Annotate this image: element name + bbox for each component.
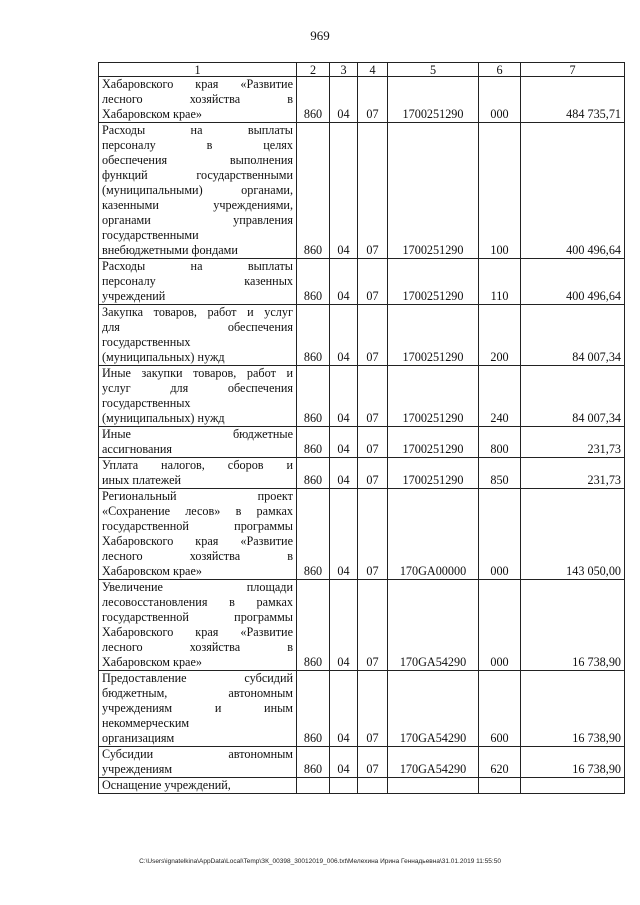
admin-code-cell: 860 (297, 123, 330, 259)
admin-code-cell: 860 (297, 489, 330, 580)
row-description (99, 747, 297, 778)
section-code-cell: 04 (330, 427, 358, 458)
amount-cell: 16 738,90 (521, 747, 625, 778)
expense-type-cell: 000 (479, 489, 521, 580)
description-line: Субсидии автономным (102, 747, 293, 761)
description-line: обеспечения выполнения (102, 153, 293, 167)
description-line: Иные бюджетные (102, 427, 293, 441)
expense-type-cell: 110 (479, 259, 521, 305)
budget-table (98, 62, 625, 794)
description-line: Хабаровском крае» (102, 655, 202, 669)
row-description (99, 778, 297, 794)
description-line: Закупка товаров, работ и услуг (102, 305, 293, 319)
description-line: государственных (102, 396, 191, 410)
row-description (99, 671, 297, 747)
subsection-code-cell: 07 (358, 123, 388, 259)
subsection-code-cell: 07 (358, 77, 388, 123)
column-header-5: 5 (388, 63, 479, 77)
page-number: 969 (310, 28, 330, 43)
subsection-code-cell: 07 (358, 489, 388, 580)
expense-type-cell: 620 (479, 747, 521, 778)
amount-cell: 400 496,64 (521, 259, 625, 305)
column-header-4: 4 (358, 63, 388, 77)
subsection-code-cell: 07 (358, 259, 388, 305)
target-article-cell: 1700251290 (388, 77, 479, 123)
subsection-code-cell: 07 (358, 671, 388, 747)
admin-code-cell: 860 (297, 671, 330, 747)
description-line: услуг для обеспечения (102, 381, 293, 395)
column-header-3: 3 (330, 63, 358, 77)
description-line: казенными учреждениями, (102, 198, 293, 212)
description-line: Увеличение площади (102, 580, 293, 594)
description-line: (муниципальными) органами, (102, 183, 293, 197)
description-line: (муниципальных) нужд (102, 411, 225, 425)
description-line: для обеспечения (102, 320, 293, 334)
table-row (99, 458, 625, 489)
amount-cell: 143 050,00 (521, 489, 625, 580)
target-article-cell (388, 778, 479, 794)
admin-code-cell: 860 (297, 366, 330, 427)
description-line: Иные закупки товаров, работ и (102, 366, 293, 380)
section-code-cell: 04 (330, 580, 358, 671)
subsection-code-cell: 07 (358, 305, 388, 366)
table-row (99, 366, 625, 427)
expense-type-cell: 850 (479, 458, 521, 489)
expense-type-cell: 800 (479, 427, 521, 458)
target-article-cell: 1700251290 (388, 259, 479, 305)
description-line: бюджетным, автономным (102, 686, 293, 700)
amount-cell: 84 007,34 (521, 305, 625, 366)
column-header-2: 2 (297, 63, 330, 77)
description-line: государственных (102, 335, 191, 349)
description-line: Хабаровского края «Развитие (102, 534, 293, 548)
table-row (99, 747, 625, 778)
table-header-row (99, 63, 625, 77)
section-code-cell: 04 (330, 305, 358, 366)
admin-code-cell (297, 778, 330, 794)
description-line: иных платежей (102, 473, 181, 487)
target-article-cell: 1700251290 (388, 123, 479, 259)
row-description (99, 427, 297, 458)
target-article-cell: 1700251290 (388, 427, 479, 458)
section-code-cell: 04 (330, 259, 358, 305)
table-row (99, 778, 625, 794)
table-row (99, 427, 625, 458)
table-row (99, 259, 625, 305)
target-article-cell: 170GA54290 (388, 580, 479, 671)
subsection-code-cell: 07 (358, 580, 388, 671)
table-row (99, 671, 625, 747)
row-description (99, 77, 297, 123)
admin-code-cell: 860 (297, 427, 330, 458)
expense-type-cell: 100 (479, 123, 521, 259)
expense-type-cell: 240 (479, 366, 521, 427)
expense-type-cell: 200 (479, 305, 521, 366)
column-header-1: 1 (99, 63, 297, 77)
description-line: государственными (102, 228, 199, 242)
subsection-code-cell: 07 (358, 366, 388, 427)
description-line: персоналу в целях (102, 138, 293, 152)
section-code-cell: 04 (330, 489, 358, 580)
description-line: учреждениям и иным (102, 701, 293, 715)
subsection-code-cell: 07 (358, 427, 388, 458)
description-line: Хабаровского края «Развитие (102, 625, 293, 639)
description-line: организациям (102, 731, 175, 745)
row-description (99, 259, 297, 305)
row-description (99, 489, 297, 580)
target-article-cell: 170GA54290 (388, 671, 479, 747)
row-description (99, 123, 297, 259)
expense-type-cell: 600 (479, 671, 521, 747)
amount-cell: 400 496,64 (521, 123, 625, 259)
expense-type-cell (479, 778, 521, 794)
description-line: внебюджетными фондами (102, 243, 238, 257)
admin-code-cell: 860 (297, 458, 330, 489)
admin-code-cell: 860 (297, 305, 330, 366)
target-article-cell: 1700251290 (388, 366, 479, 427)
section-code-cell (330, 778, 358, 794)
subsection-code-cell: 07 (358, 747, 388, 778)
section-code-cell: 04 (330, 77, 358, 123)
description-line: Оснащение учреждений, (102, 778, 231, 792)
description-line: лесного хозяйства в (102, 92, 293, 106)
description-line: Расходы на выплаты (102, 123, 293, 137)
row-description (99, 458, 297, 489)
description-line: Хабаровском крае» (102, 564, 202, 578)
description-line: Хабаровском крае» (102, 107, 202, 121)
target-article-cell: 170GA00000 (388, 489, 479, 580)
amount-cell: 231,73 (521, 427, 625, 458)
section-code-cell: 04 (330, 366, 358, 427)
section-code-cell: 04 (330, 671, 358, 747)
amount-cell: 84 007,34 (521, 366, 625, 427)
description-line: ассигнования (102, 442, 173, 456)
table-row (99, 77, 625, 123)
description-line: персоналу казенных (102, 274, 293, 288)
amount-cell: 484 735,71 (521, 77, 625, 123)
target-article-cell: 1700251290 (388, 458, 479, 489)
row-description (99, 580, 297, 671)
file-path-footer: C:\Users\ignatelkina\AppData\Local\Temp\ЗК_00398_30012019_006.txt\Мелехина Ирина Геннадьевна\31.01.2019 11:55:50 (139, 858, 501, 865)
row-description (99, 305, 297, 366)
description-line: лесного хозяйства в (102, 640, 293, 654)
amount-cell: 16 738,90 (521, 580, 625, 671)
expense-type-cell: 000 (479, 580, 521, 671)
amount-cell: 16 738,90 (521, 671, 625, 747)
description-line: Предоставление субсидий (102, 671, 293, 685)
subsection-code-cell: 07 (358, 458, 388, 489)
column-header-6: 6 (479, 63, 521, 77)
section-code-cell: 04 (330, 123, 358, 259)
target-article-cell: 170GA54290 (388, 747, 479, 778)
admin-code-cell: 860 (297, 259, 330, 305)
admin-code-cell: 860 (297, 77, 330, 123)
table-row (99, 489, 625, 580)
table-row (99, 123, 625, 259)
description-line: лесовосстановления в рамках (102, 595, 293, 609)
description-line: учреждениям (102, 762, 173, 776)
section-code-cell: 04 (330, 747, 358, 778)
description-line: (муниципальных) нужд (102, 350, 225, 364)
section-code-cell: 04 (330, 458, 358, 489)
description-line: некоммерческим (102, 716, 190, 730)
admin-code-cell: 860 (297, 580, 330, 671)
subsection-code-cell (358, 778, 388, 794)
description-line: лесного хозяйства в (102, 549, 293, 563)
description-line: органами управления (102, 213, 293, 227)
table-row (99, 305, 625, 366)
description-line: Региональный проект (102, 489, 293, 503)
target-article-cell: 1700251290 (388, 305, 479, 366)
description-line: Уплата налогов, сборов и (102, 458, 293, 472)
table-row (99, 580, 625, 671)
amount-cell: 231,73 (521, 458, 625, 489)
description-line: учреждений (102, 289, 166, 303)
description-line: государственной программы (102, 519, 293, 533)
column-header-7: 7 (521, 63, 625, 77)
description-line: государственной программы (102, 610, 293, 624)
admin-code-cell: 860 (297, 747, 330, 778)
description-line: Хабаровского края «Развитие (102, 77, 293, 91)
amount-cell (521, 778, 625, 794)
expense-type-cell: 000 (479, 77, 521, 123)
row-description (99, 366, 297, 427)
description-line: «Сохранение лесов» в рамках (102, 504, 293, 518)
description-line: функций государственными (102, 168, 293, 182)
description-line: Расходы на выплаты (102, 259, 293, 273)
